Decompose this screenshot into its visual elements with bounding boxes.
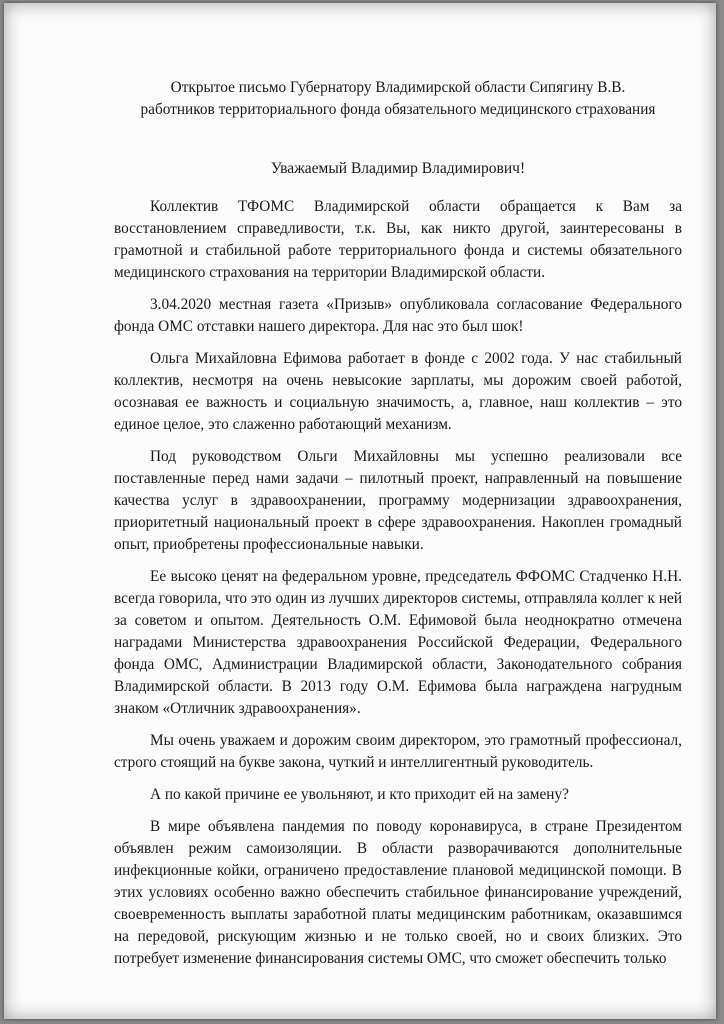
- letter-body: [114, 77, 682, 970]
- letter-title-line-1: Открытое письмо Губернатору Владимирской области Сипягину В.В.: [170, 79, 626, 96]
- letter-title-line-2: работников территориального фонда обязательного медицинского страхования: [140, 101, 656, 118]
- paragraph-7: А по какой причине ее увольняют, и кто приходит ей на замену?: [150, 786, 569, 803]
- paragraph-6: Мы очень уважаем и дорожим своим директором, это грамотный профессионал, строго стоящий на букве закона, чуткий и интеллигентный руководитель.: [114, 732, 682, 771]
- letter-heading: [114, 77, 682, 121]
- paragraph-5: Ее высоко ценят на федеральном уровне, председатель ФФОМС Стадченко Н.Н. всегда говорила, что это один из лучших директоров системы, отправляла коллег к ней за советом и опытом. Деятельность О.М. Ефимовой была неоднократно отмечена наградами Министерства здравоохранения Российской Федерации, Федерального фонда ОМС, Администрации Владимирской области, Законодательного собрания Владимирской области. В 2013 году О.М. Ефимова была награждена нагрудным знаком «Отличник здравоохранения».: [114, 568, 682, 717]
- paragraph-3: Ольга Михайловна Ефимова работает в фонде с 2002 года. У нас стабильный коллектив, несмотря на очень невысокие зарплаты, мы дорожим своей работой, осознавая ее важность и социальную значимость, а, главное, наш коллектив – это единое целое, это слаженно работающий механизм.: [114, 350, 682, 433]
- document-page: [4, 3, 716, 1019]
- paragraph-8: В мире объявлена пандемия по поводу коронавируса, в стране Президентом объявлен режим самоизоляции. В области разворачиваются дополнительные инфекционные койки, ограничено предоставление плановой медицинской помощи. В этих условиях особенно важно обеспечить стабильное финансирование учреждений, своевременность выплаты заработной платы медицинским работникам, оказавшимся на передовой, рискующим жизнью и не только своей, но и своих близких. Это потребует изменение финансирования системы ОМС, что сможет обеспечить только: [114, 818, 682, 967]
- paragraph-1: Коллектив ТФОМС Владимирской области обращается к Вам за восстановлением справедливости, т.к. Вы, как никто другой, заинтересованы в грамотной и стабильной работе территориального фонда и системы обязательного медицинского страхования на территории Владимирской области.: [114, 198, 682, 281]
- salutation: Уважаемый Владимир Владимирович!: [270, 160, 526, 177]
- paragraph-4: Под руководством Ольги Михайловны мы успешно реализовали все поставленные перед нами задачи – пилотный проект, направленный на повышение качества услуг в здравоохранении, программу модернизации здравоохранения, приоритетный национальный проект в сфере здравоохранения. Накоплен громадный опыт, приобретены профессиональные навыки.: [114, 448, 682, 553]
- paragraph-2: 3.04.2020 местная газета «Призыв» опубликовала согласование Федерального фонда ОМС отставки нашего директора. Для нас это был шок!: [114, 296, 682, 335]
